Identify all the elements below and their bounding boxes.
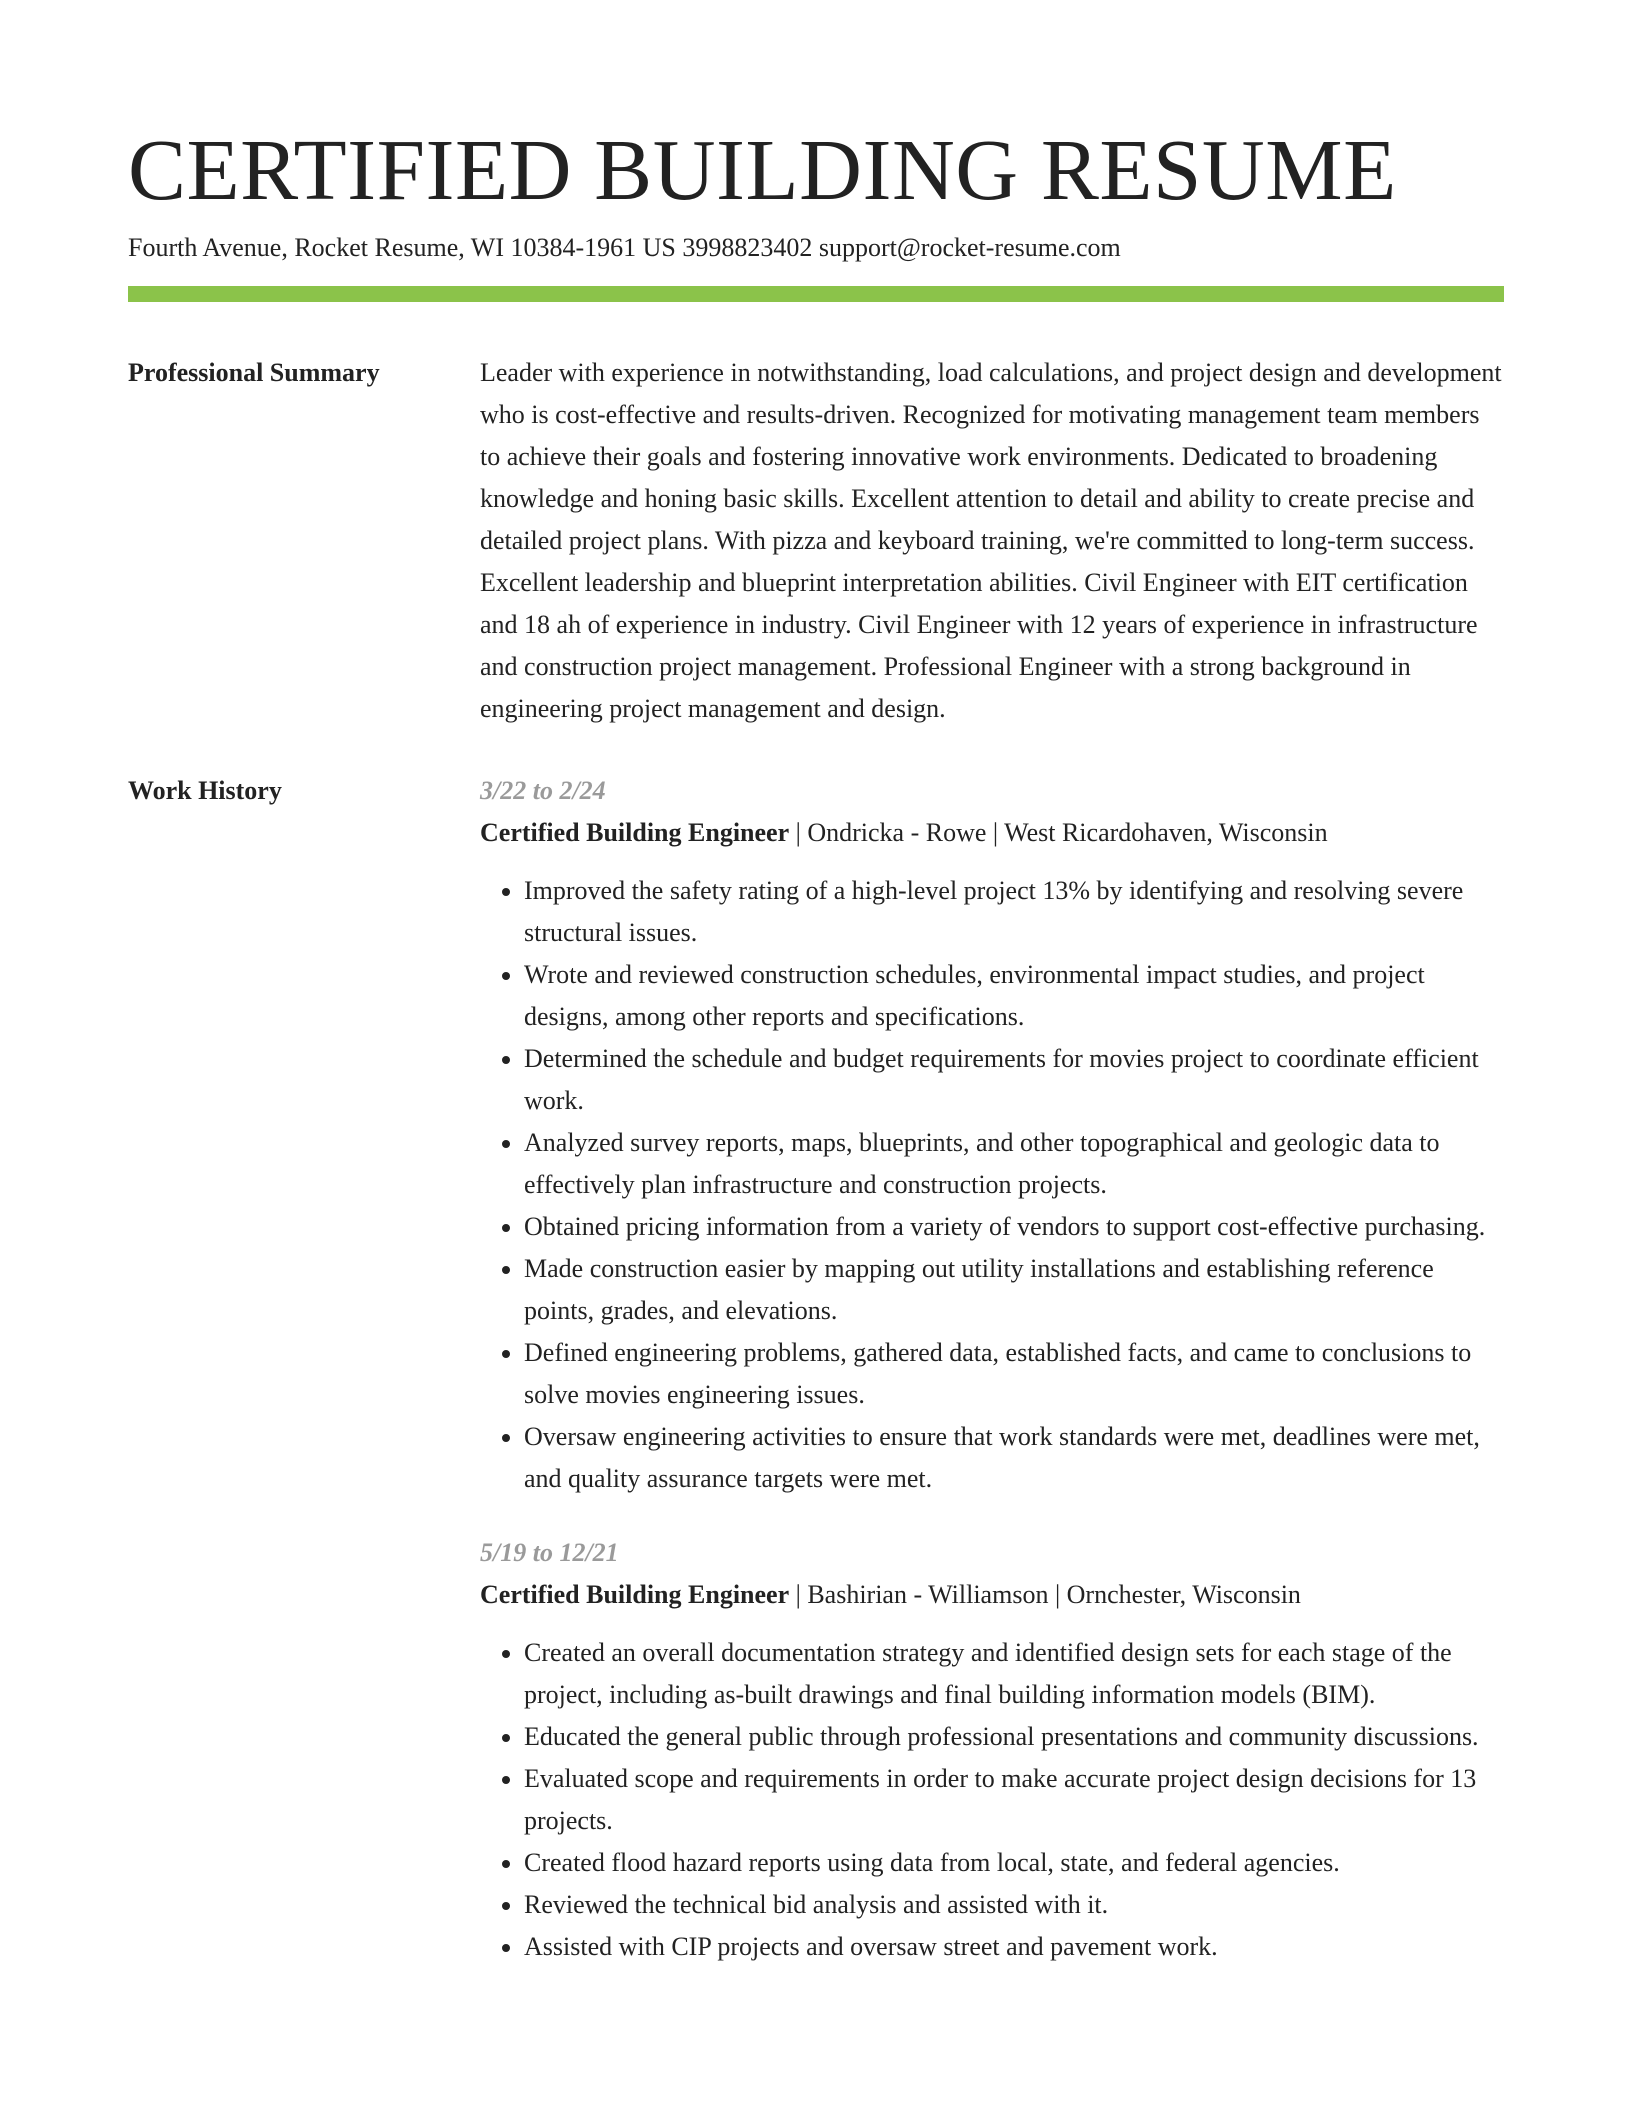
job-bullet: • Determined the schedule and budget requirements for movies project to coordinate efficient work. <box>524 1038 1504 1122</box>
job-title: Certified Building Engineer <box>480 818 790 847</box>
job-heading <box>480 812 1504 854</box>
job-employer-location: | Bashirian - Williamson | Ornchester, Wisconsin <box>789 1580 1301 1609</box>
job-dates: 5/19 to 12/21 <box>480 1538 619 1567</box>
job-dates: 3/22 to 2/24 <box>480 776 606 805</box>
job-bullet: • Evaluated scope and requirements in order to make accurate project design decisions for 13 projects. <box>524 1758 1504 1842</box>
job-bullet: • Improved the safety rating of a high-level project 13% by identifying and resolving severe structural issues. <box>524 870 1504 954</box>
job-employer-location: | Ondricka - Rowe | West Ricardohaven, Wisconsin <box>789 818 1328 847</box>
resume-page <box>128 118 1504 2000</box>
summary-text: Leader with experience in notwithstanding, load calculations, and project design and development who is cost-effective and results-driven. Recognized for motivating management team members to achieve their goals and fostering innovative work environments. Dedicated to broadening knowledge and honing basic skills. Excellent attention to detail and ability to create precise and detailed project plans. With pizza and keyboard training, we're committed to long-term success. Excellent leadership and blueprint interpretation abilities. Civil Engineer with EIT certification and 18 ah of experience in industry. Civil Engineer with 12 years of experience in infrastructure and construction project management. Professional Engineer with a strong background in engineering project management and design. <box>480 358 1502 723</box>
job-bullet-list <box>480 870 1504 1500</box>
job-bullet: • Educated the general public through professional presentations and community discussions. <box>524 1716 1504 1758</box>
job-bullet: • Assisted with CIP projects and oversaw street and pavement work. <box>524 1926 1504 1968</box>
work-history-section <box>128 770 1504 2000</box>
job-bullet: • Reviewed the technical bid analysis and assisted with it. <box>524 1884 1504 1926</box>
job-bullet: • Oversaw engineering activities to ensure that work standards were met, deadlines were met, and quality assurance targets were met. <box>524 1416 1504 1500</box>
job-title: Certified Building Engineer <box>480 1580 790 1609</box>
job-entry <box>480 770 1504 1500</box>
section-label-summary: Professional Summary <box>128 358 380 387</box>
contact-line: Fourth Avenue, Rocket Resume, WI 10384-1961 US 3998823402 support@rocket-resume.com <box>128 233 1121 262</box>
job-bullet: • Created an overall documentation strategy and identified design sets for each stage of the project, including as-built drawings and final building information models (BIM). <box>524 1632 1504 1716</box>
section-label-work-history: Work History <box>128 776 282 805</box>
job-bullet: • Created flood hazard reports using data from local, state, and federal agencies. <box>524 1842 1504 1884</box>
job-entry <box>480 1532 1504 1968</box>
job-bullet: • Analyzed survey reports, maps, blueprints, and other topographical and geologic data to effectively plan infrastructure and construction projects. <box>524 1122 1504 1206</box>
professional-summary-section <box>128 352 1504 730</box>
job-heading <box>480 1574 1504 1616</box>
job-bullet-list <box>480 1632 1504 1968</box>
job-bullet: • Obtained pricing information from a variety of vendors to support cost-effective purchasing. <box>524 1206 1504 1248</box>
summary-body <box>480 352 1504 730</box>
job-bullet: • Made construction easier by mapping out utility installations and establishing reference points, grades, and elevations. <box>524 1248 1504 1332</box>
job-bullet: • Defined engineering problems, gathered data, established facts, and came to conclusions to solve movies engineering issues. <box>524 1332 1504 1416</box>
accent-divider <box>128 286 1504 302</box>
job-bullet: • Wrote and reviewed construction schedules, environmental impact studies, and project designs, among other reports and specifications. <box>524 954 1504 1038</box>
work-history-body <box>480 770 1504 2000</box>
resume-title: CERTIFIED BUILDING RESUME <box>128 121 1397 218</box>
